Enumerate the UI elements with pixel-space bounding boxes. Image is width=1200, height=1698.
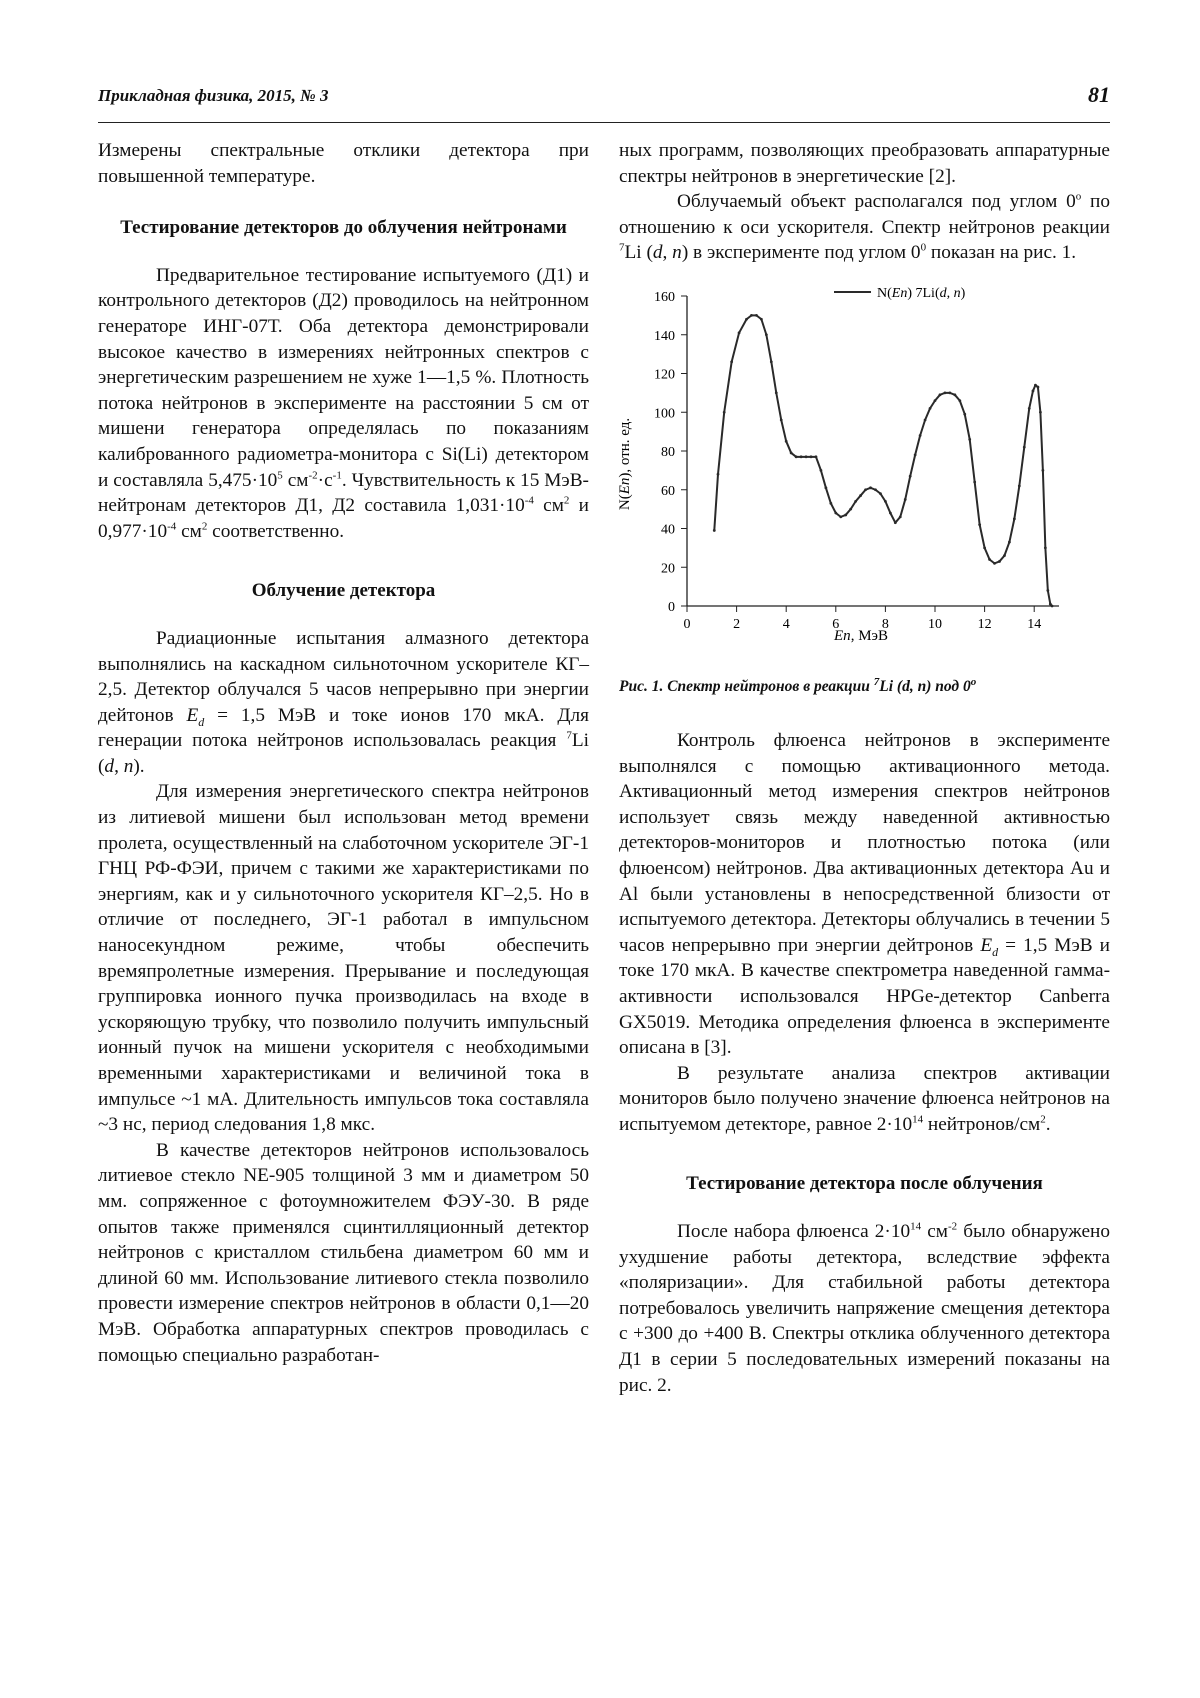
y-tick-label: 140: [654, 328, 675, 344]
data-point: [993, 562, 996, 565]
data-point: [894, 521, 897, 524]
paragraph-pretesting: Предварительное тестирование испытуемого (Д1) и контрольного детекторов (Д2) проводилось на нейтронном генераторе ИНГ-07Т. Оба детектора демонстрировали высокое качество в измерениях нейтронных спектров с энергетическим разрешением не хуже 1—1,5 %. Плотность потока нейтронов в эксперименте на расстоянии 5 см от мишени генератора определялась по показаниям калиброванного радиометра-монитора с Si(Li) детектором и составляла $5,475\cdot 10^5$ $см^{-2}\cdot с^{-1}$. Чувствительность к 15 МэВ- нейтронам детекторов Д1, Д2 составила $1,031\cdot 10^{-4}$ $см^2$ и $0,977\cdot 10^{-4}$ $см^2$ соответственно.: [98, 264, 589, 542]
data-point: [919, 434, 922, 437]
paragraph-radiation-tests: Радиационные испытания алмазного детектора выполнялись на каскадном сильноточном ускорителе КГ–2,5. Детектор облучался 5 часов непрерывно при энергии дейтонов $E_d = 1,5$ МэВ и токе ионов 170 мкА. Для генерации потока нейтронов использовалась реакция $^7$Li (d, n).: [98, 627, 589, 777]
data-point: [948, 391, 951, 394]
y-tick-label: 40: [661, 522, 675, 538]
left-column: [98, 138, 589, 1368]
data-point: [914, 453, 917, 456]
data-point: [874, 488, 877, 491]
data-point: [755, 314, 758, 317]
data-point: [899, 515, 902, 518]
intro-paragraph: Измерены спектральные отклики детектора при повышенной температуре.: [98, 140, 589, 187]
data-point: [968, 438, 971, 441]
x-tick-label: 0: [683, 616, 691, 632]
paragraph-after-irradiation: После набора флюенса $2\cdot 10^{14}$ $см^{-2}$ было обнаружено ухудшение работы детектора, вследствие эффекта «поляризации». Для стабильной работы детектора потребовалось увеличить напряжение смещения детектора с +300 до +400 В. Спектры отклика облученного детектора Д1 в серии 5 последовательных измерений показаны на рис. 2.: [619, 1220, 1110, 1396]
data-point: [805, 455, 808, 458]
data-point: [795, 455, 798, 458]
data-point: [713, 529, 716, 532]
data-point: [1044, 546, 1047, 549]
data-point: [730, 360, 733, 363]
section-heading-before-irradiation: Тестирование детекторов до облучения нейтронами: [120, 217, 567, 239]
data-point: [1032, 390, 1035, 393]
x-tick-label: 14: [1027, 616, 1042, 632]
x-tick-label: 2: [733, 616, 741, 632]
data-point: [879, 492, 882, 495]
data-point: [983, 546, 986, 549]
journal-title: Прикладная физика, 2015, № 3: [98, 86, 329, 105]
paragraph-time-of-flight: Для измерения энергетического спектра нейтронов из литиевой мишени был использован метод времени пролета, осуществленный на слаботочном ускорителе ЭГ-1 ГНЦ РФ-ФЭИ, причем с такими же характеристиками по энергиям, как и у сильноточного ускорителя КГ–2,5. Но в отличие от последнего, ЭГ-1 работал в импульсном наносекундном режиме, чтобы обеспечить времяпролетные измерения. Прерывание и последующая группировка ионного пучка производилась на входе в ускоряющую трубку, что позволило получить импульсный ионный пучок на мишени ускорителя с необходимыми временными характеристиками и величиной тока в импульсе ~1 мА. Длительность импульсов тока составляла ~3 нс, период следования 1,8 мкс.: [98, 781, 589, 1136]
data-point: [1051, 605, 1054, 608]
data-point: [988, 558, 991, 561]
spectrum-chart-svg: [619, 276, 1110, 676]
y-tick-label: 60: [661, 483, 675, 499]
data-point: [785, 440, 788, 443]
data-point: [1003, 554, 1006, 557]
data-point: [909, 475, 912, 478]
chart-series: [713, 314, 1054, 607]
y-tick-label: 120: [654, 367, 675, 383]
data-point: [760, 318, 763, 321]
data-point: [1023, 446, 1026, 449]
running-header: [98, 82, 1110, 120]
data-point: [800, 455, 803, 458]
figure-1-caption: Рис. 1. Спектр нейтронов в реакции $^7$Li (d, n) под 0$^o$: [619, 675, 977, 695]
data-point: [929, 407, 932, 410]
data-point: [765, 333, 768, 336]
paragraph-fluence-result: В результате анализа спектров активации мониторов было получено значение флюенса нейтронов на испытуемом детекторе, равное $2\cdot 10^{14}$ нейтронов/$см^2$.: [619, 1062, 1110, 1135]
paragraph-fluence-control: Контроль флюенса нейтронов в эксперименте выполнялся с помощью активационного метода. Активационный метод измерения спектров нейтронов использует связь между наведенной активностью детекторов-мониторов и плотностью потока (или флюенсом) нейтронов. Два активационных детектора Au и Al были установлены в непосредственной близости от испытуемого детектора. Детекторы облучались в течении 5 часов непрерывно при энергии дейтронов $E_d = 1,5$ МэВ и токе 170 мкА. В качестве спектрометра наведенной гамма-активности использовался HPGe-детектор Canberra GX5019. Методика определения флюенса в эксперименте описана в [3].: [619, 729, 1110, 1059]
data-point: [780, 419, 783, 422]
y-tick-label: 160: [654, 289, 675, 305]
data-point: [869, 486, 872, 489]
data-point: [978, 523, 981, 526]
data-point: [944, 391, 947, 394]
data-point: [824, 486, 827, 489]
paragraph-object-angle: Облучаемый объект располагался под углом 0$^o$ по отношению к оси ускорителя. Спектр нейтронов реакции $^7$Li (d, n) в эксперименте под углом $0^0$ показан на рис. 1.: [619, 190, 1111, 264]
data-point: [1028, 407, 1031, 410]
data-point: [810, 455, 813, 458]
data-point: [859, 494, 862, 497]
data-point: [738, 331, 741, 334]
data-point: [1008, 541, 1011, 544]
data-point: [904, 498, 907, 501]
data-point: [745, 318, 748, 321]
data-point: [934, 399, 937, 402]
chart-axes: [687, 296, 1059, 606]
data-point: [790, 452, 793, 455]
right-column: [619, 138, 1110, 1398]
data-point: [864, 488, 867, 491]
data-point: [973, 481, 976, 484]
legend-label: N(En) 7Li(d, n): [877, 285, 966, 301]
y-tick-label: 80: [661, 444, 675, 460]
chart-ticks: [654, 290, 1041, 632]
data-point: [849, 508, 852, 511]
data-point: [844, 514, 847, 517]
data-point: [839, 515, 842, 518]
data-point: [1041, 469, 1044, 472]
y-axis-label: N(En), отн. ед.: [617, 417, 633, 511]
paragraph-neutron-detectors: В качестве детекторов нейтронов использовалось литиевое стекло NE-905 толщиной 3 мм и диаметром 50 мм. сопряженное с фотоумножителем ФЭУ-30. В ряде опытов также применялся сцинтилляционный детектор нейтронов с кристаллом стильбена диаметром 60 мм и длиной 60 мм. Использование литиевого стекла позволило провести измерение спектров нейтронов в области 0,1—20 МэВ. Обработка аппаратурных спектров проводилась с помощью специально разработан-: [98, 1139, 589, 1366]
header-rule: [98, 122, 1110, 123]
x-tick-label: 4: [782, 616, 790, 632]
section-heading-irradiation: Облучение детектора: [251, 580, 436, 602]
x-tick-label: 8: [881, 616, 889, 632]
data-point: [834, 512, 837, 515]
data-point: [958, 399, 961, 402]
x-tick-label: 12: [977, 616, 992, 632]
data-point: [723, 411, 726, 414]
data-point: [963, 413, 966, 416]
data-point: [939, 393, 942, 396]
data-point: [998, 560, 1001, 563]
data-point: [884, 500, 887, 503]
data-point: [829, 502, 832, 505]
data-point: [750, 314, 753, 317]
page-number: 81: [1088, 82, 1110, 107]
data-point: [775, 391, 778, 394]
paragraph-programs: ных программ, позволяющих преобразовать аппаратурные спектры нейтронов в энергетические [2].: [619, 140, 1110, 187]
data-point: [1037, 386, 1040, 389]
x-tick-label: 10: [928, 616, 942, 632]
data-point: [924, 419, 927, 422]
data-point: [889, 512, 892, 515]
series-line: [714, 315, 1052, 606]
data-point: [953, 393, 956, 396]
data-point: [815, 455, 818, 458]
data-point: [1039, 411, 1042, 414]
data-point: [717, 473, 720, 476]
figure-1-neutron-spectrum: [619, 276, 1110, 676]
section-heading-after-irradiation: Тестирование детектора после облучения: [686, 1173, 1043, 1195]
x-axis-label: En, МэВ: [834, 627, 888, 644]
data-point: [820, 469, 823, 472]
data-point: [1013, 517, 1016, 520]
y-tick-label: 20: [661, 561, 675, 577]
data-point: [1046, 589, 1049, 592]
x-tick-label: 6: [832, 616, 840, 632]
data-point: [770, 360, 773, 363]
chart-legend: [834, 286, 966, 301]
data-point: [1034, 384, 1037, 387]
y-tick-label: 100: [654, 406, 675, 422]
data-point: [1018, 484, 1021, 487]
data-point: [854, 500, 857, 503]
y-tick-label: 0: [668, 599, 675, 615]
